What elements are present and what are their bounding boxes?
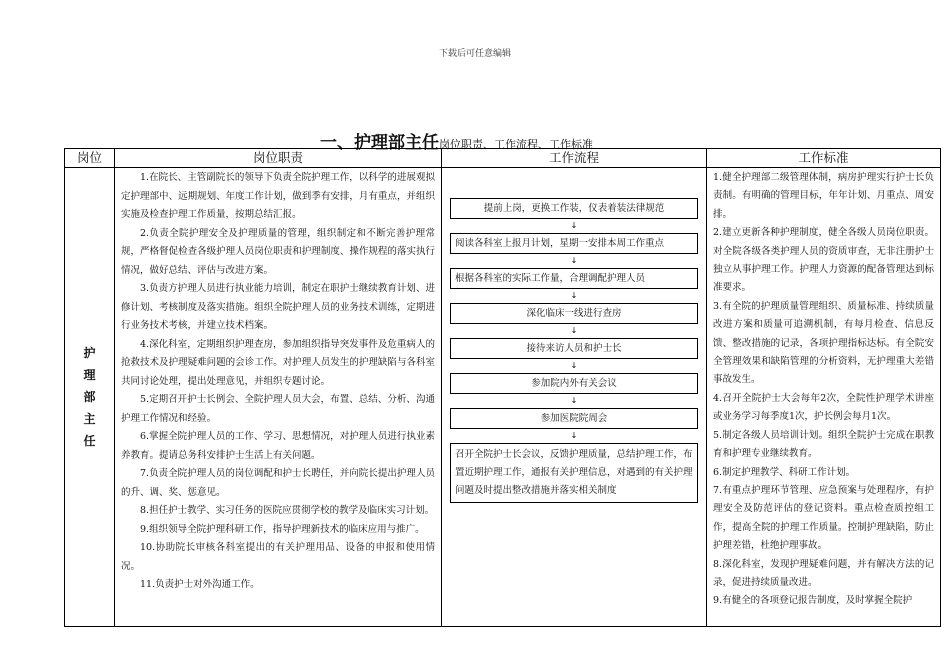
duty-item: 6.掌握全院护理人员的工作、学习、思想情况，对护理人员进行执业素养教育。提请总务科安排护士生活上有关问题。 [121, 431, 435, 461]
duties-cell [115, 168, 442, 627]
standard-item: 2.建立更新各种护理制度，健全各级人员岗位职责。对全院各级各类护理人员的资质审查，无非注册护士独立从事护理工作。护理人力资源的配备管理达到标准要求。 [713, 227, 934, 294]
duty-item: 7.负责全院护理人员的岗位调配和护士长聘任，并向院长提出护理人员的升、调、奖、惩意见。 [121, 468, 435, 498]
duty-item: 3.负责方护理人员进行执业能力培训，制定在职护士继续教育计划、进修计划、考核制度及落实措施。组织全院护理人员的业务技术训练，定期进行业务技术考核，并建立技术档案。 [121, 283, 435, 331]
flow-step: 参加院内外有关会议 [450, 373, 698, 394]
arrow-down-icon: ↓ [570, 221, 578, 230]
workflow-chart [442, 168, 706, 503]
standards-cell [707, 168, 941, 627]
header-note: 下载后可任意编辑 [438, 49, 511, 59]
duty-item: 4.深化科室，定期组织护理查房，参加组织指导突发事件及危重病人的抢救技术及护理疑难问题的会诊工作。对护理人员发生的护理缺陷与各科室共同讨论处理，提出处理意见，并组织专题讨论。 [121, 338, 435, 387]
arrow-down-icon: ↓ [570, 326, 578, 335]
position-name: 护理部主任 [83, 346, 96, 448]
flow-step: 提前上岗，更换工作装，仪表着装法律规范 [450, 198, 698, 219]
header-duties: 岗位职责 [115, 149, 442, 168]
header-workflow: 工作流程 [442, 149, 707, 168]
flow-step: 深化临床一线进行查房 [450, 303, 698, 324]
duty-item: 9.组织领导全院护理科研工作，指导护理新技术的临床应用与推广。 [140, 523, 425, 535]
duty-item: 8.担任护士教学、实习任务的医院应贯彻学校的教学及临床实习计划。 [140, 505, 435, 516]
duty-item: 2.负责全院护理安全及护理质量的管理，组织制定和不断完善护理常规，严格督促检查各级护理人员岗位职责和护理制度、操作规程的落实执行情况，做好总结、评估与改进方案。 [121, 227, 435, 276]
flow-step: 接待来访人员和护士长 [450, 338, 698, 359]
duty-item: 5.定期召开护士长例会、全院护理人员大会，布置、总结、分析、沟通护理工作情况和经验。 [121, 394, 435, 424]
flow-step: 召开全院护士长会议，反馈护理质量，总结护理工作，布置近期护理工作，通报有关护理信息，对遇到的有关护理问题及时提出整改措施并落实相关制度 [450, 443, 698, 503]
flow-step: 参加医院院周会 [450, 408, 698, 429]
table-row [65, 168, 941, 627]
standard-item: 9.有健全的各项登记报告制度，及时掌握全院护 [713, 595, 913, 607]
arrow-down-icon: ↓ [570, 396, 578, 405]
standard-item: 8.深化科室，发现护理疑难问题，并有解决方法的记录，促进持续质量改进。 [713, 558, 934, 588]
standard-item: 4.召开全院护士大会每年2次，全院性护理学术讲座或业务学习每季度1次，护长例会每月1次。 [713, 392, 934, 423]
arrow-down-icon: ↓ [570, 256, 578, 265]
job-table [64, 148, 941, 627]
arrow-down-icon: ↓ [570, 291, 578, 300]
standards-list [707, 168, 940, 611]
header-position: 岗位 [65, 149, 115, 168]
standard-item: 6.制定护理教学、科研工作计划。 [713, 466, 856, 478]
duty-item: 10.协助院长审核各科室提出的有关护理用品、设备的申报和使用情况。 [121, 542, 435, 572]
standard-item: 1.健全护理部二级管理体制，病房护理实行护士长负责制。有明确的管理目标，年年计划、月重点、周安排。 [713, 172, 934, 220]
duties-list [115, 168, 441, 595]
standard-item: 3.有全院的护理质量管理组织、质量标准、持续质量改进方案和质量可追溯机制，有每月检查、信息反馈、整改措施的记录，各项护理指标达标。有全院安全管理效果和缺陷管理的分析资料，无护理重大差错事故发生。 [713, 300, 934, 386]
flow-step: 阅读各科室上报月计划，星期一安排本周工作重点 [450, 233, 698, 254]
title-sub: 岗位职责、工作流程、工作标准 [439, 138, 593, 151]
duty-item: 1.在院长、主管副院长的领导下负责全院护理工作，以科学的进展观拟定护理部中、远期规划、年度工作计划，做到季有安排，月有重点，并组织实施及检查护理工作质量，按期总结汇报。 [121, 172, 435, 220]
flow-step: 根据各科室的实际工作量，合理调配护理人员 [450, 268, 698, 289]
table-header-row [65, 149, 941, 168]
header-standards: 工作标准 [707, 149, 941, 168]
workflow-cell [442, 168, 707, 627]
title-main: 一、护理部主任 [320, 133, 439, 153]
position-cell [65, 168, 115, 627]
arrow-down-icon: ↓ [570, 361, 578, 370]
duty-item: 11.负责护士对外沟通工作。 [140, 579, 260, 590]
standard-item: 7.有重点护理环节管理、应急预案与处理程序，有护理安全及防范评估的登记资料。重点检查质控组工作，提高全院的护理工作质量。控制护理缺陷，防止护理差错，杜绝护理事故。 [713, 484, 934, 552]
standard-item: 5.制定各级人员培训计划。组织全院护士完成在职教育和护理专业继续教育。 [713, 429, 934, 460]
arrow-down-icon: ↓ [570, 431, 578, 440]
